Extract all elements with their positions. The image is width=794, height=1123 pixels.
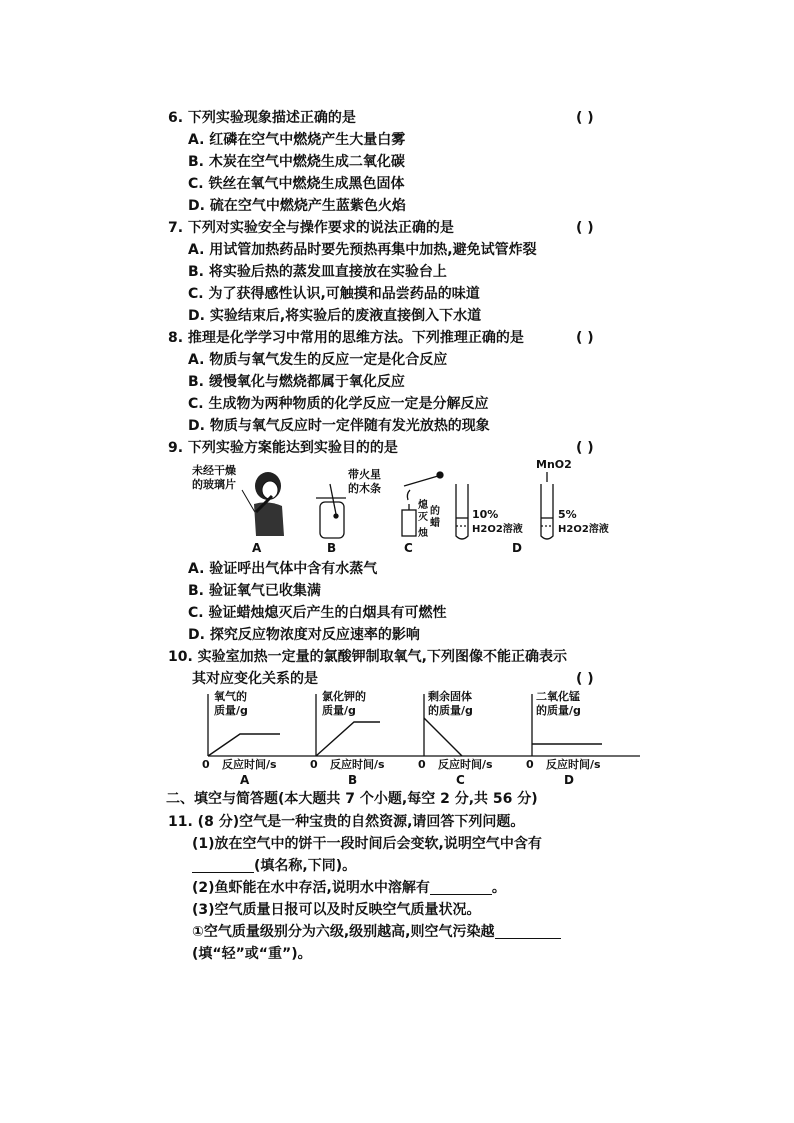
test-tube-left-icon: [456, 484, 468, 539]
q8-stem: 8. 推理是化学学习中常用的思维方法。下列推理正确的是: [168, 330, 524, 346]
q11-part4-text: ①空气质量级别分为六级,级别越高,则空气污染越: [192, 924, 495, 940]
b-label-line1: 带火星: [348, 468, 381, 481]
q6-option-d: D. 硫在空气中燃烧产生蓝紫色火焰: [188, 198, 406, 214]
q9-answer-paren: ( ): [576, 440, 594, 456]
q11-part4: [192, 923, 561, 941]
q6-option-a: A. 红磷在空气中燃烧产生大量白雾: [188, 132, 406, 148]
graph-c-origin: 0: [418, 758, 426, 771]
q9-stem: 9. 下列实验方案能达到实验目的的是: [168, 440, 398, 456]
q7-answer-paren: ( ): [576, 220, 594, 236]
c-label-char1: 熄: [418, 500, 428, 511]
graph-a-curve: [208, 734, 280, 756]
person-icon: [254, 472, 284, 536]
q6-option-c: C. 铁丝在氧气中燃烧生成黑色固体: [188, 176, 405, 192]
b-label-line2: 的木条: [348, 482, 381, 495]
graph-b-origin: 0: [310, 758, 318, 771]
q8-option-a: A. 物质与氧气发生的反应一定是化合反应: [188, 352, 448, 368]
d-left-solution: H2O2溶液: [472, 524, 523, 535]
graph-b-ylabel-1: 氯化钾的: [322, 690, 366, 703]
test-tube-right-icon: [541, 472, 553, 539]
graph-c-ylabel-1: 剩余固体: [428, 690, 472, 703]
graph-a-xlabel: 反应时间/s: [222, 758, 277, 771]
q8-option-b: B. 缓慢氧化与燃烧都属于氧化反应: [188, 374, 405, 390]
graph-d-xlabel: 反应时间/s: [546, 758, 601, 771]
graph-b-xlabel: 反应时间/s: [330, 758, 385, 771]
q7-option-a: A. 用试管加热药品时要先预热再集中加热,避免试管炸裂: [188, 242, 537, 258]
q7-stem: 7. 下列对实验安全与操作要求的说法正确的是: [168, 220, 454, 236]
q11-part5: (填“轻”或“重”)。: [192, 946, 312, 962]
q11-part2-text: (2)鱼虾能在水中存活,说明水中溶解有: [192, 880, 430, 896]
q11-blank-3[interactable]: [495, 924, 561, 939]
a-label-line2: 的玻璃片: [192, 478, 236, 491]
q9-option-a: A. 验证呼出气体中含有水蒸气: [188, 561, 378, 577]
graph-d-ylabel-1: 二氧化锰: [536, 690, 580, 703]
graph-a-ylabel-2: 质量/g: [214, 704, 248, 717]
q9-apparatus-figure: [190, 456, 630, 556]
a-pointer-line: [242, 490, 256, 514]
q7-option-d: D. 实验结束后,将实验后的废液直接倒入下水道: [188, 308, 482, 324]
q8-option-d: D. 物质与氧气反应时一定伴随有发光放热的现象: [188, 418, 490, 434]
q10-stem-line1: 10. 实验室加热一定量的氯酸钾制取氧气,下列图像不能正确表示: [168, 649, 567, 665]
letter-b: B: [327, 541, 337, 555]
q9-option-c: C. 验证蜡烛熄灭后产生的白烟具有可燃性: [188, 605, 447, 621]
graph-a-letter: A: [240, 773, 250, 787]
graph-a-ylabel-1: 氧气的: [214, 690, 247, 703]
q11-part3: (3)空气质量日报可以及时反映空气质量状况。: [192, 902, 481, 918]
c-label-char2: 灭: [418, 512, 428, 523]
graph-d-origin: 0: [526, 758, 534, 771]
letter-c: C: [404, 541, 413, 555]
q6-answer-paren: ( ): [576, 110, 594, 126]
graph-c-ylabel-2: 的质量/g: [428, 704, 473, 717]
q7-option-c: C. 为了获得感性认识,可触摸和品尝药品的味道: [188, 286, 480, 302]
q6-option-b: B. 木炭在空气中燃烧生成二氧化碳: [188, 154, 405, 170]
q7-option-b: B. 将实验后热的蒸发皿直接放在实验台上: [188, 264, 447, 280]
q9-option-b: B. 验证氧气已收集满: [188, 583, 321, 599]
c-label-char3: 的: [430, 506, 440, 517]
q11-part1-tail: (填名称,下同)。: [254, 858, 357, 874]
q10-stem-line2: 其对应变化关系的是: [192, 671, 318, 687]
q9-option-d: D. 探究反应物浓度对反应速率的影响: [188, 627, 420, 643]
q10-answer-paren: ( ): [576, 671, 594, 687]
d-right-percent: 5%: [558, 508, 577, 521]
graph-d-letter: D: [564, 773, 574, 787]
section2-heading: 二、填空与简答题(本大题共 7 个小题,每空 2 分,共 56 分): [166, 791, 538, 807]
graph-b-letter: B: [348, 773, 358, 787]
letter-d: D: [512, 541, 522, 555]
c-label-char5: 烛: [418, 528, 428, 539]
c-label-char4: 蜡: [430, 518, 440, 529]
graph-d: [520, 688, 650, 788]
gas-jar-icon: [316, 484, 346, 538]
q11-blank-2[interactable]: [430, 880, 492, 895]
a-label-line1: 未经干燥: [192, 464, 236, 477]
q11-stem: 11. (8 分)空气是一种宝贵的自然资源,请回答下列问题。: [168, 814, 525, 830]
graph-c-letter: C: [456, 773, 465, 787]
graph-c-curve: [424, 718, 462, 756]
letter-a: A: [252, 541, 262, 555]
q11-part2: [192, 879, 506, 897]
q8-option-c: C. 生成物为两种物质的化学反应一定是分解反应: [188, 396, 489, 412]
d-left-percent: 10%: [472, 508, 499, 521]
q6-stem: 6. 下列实验现象描述正确的是: [168, 110, 356, 126]
q11-part1-line2: [192, 857, 356, 875]
q11-blank-1[interactable]: [192, 858, 254, 873]
d-catalyst-label: MnO2: [536, 458, 572, 471]
graph-d-ylabel-2: 的质量/g: [536, 704, 581, 717]
graph-b-ylabel-2: 质量/g: [322, 704, 356, 717]
q11-part1-line1: (1)放在空气中的饼干一段时间后会变软,说明空气中含有: [192, 836, 542, 852]
q8-answer-paren: ( ): [576, 330, 594, 346]
graph-a-origin: 0: [202, 758, 210, 771]
graph-c-xlabel: 反应时间/s: [438, 758, 493, 771]
graph-b-curve: [316, 722, 380, 756]
q11-part2-end: 。: [491, 880, 506, 896]
d-right-solution: H2O2溶液: [558, 524, 609, 535]
